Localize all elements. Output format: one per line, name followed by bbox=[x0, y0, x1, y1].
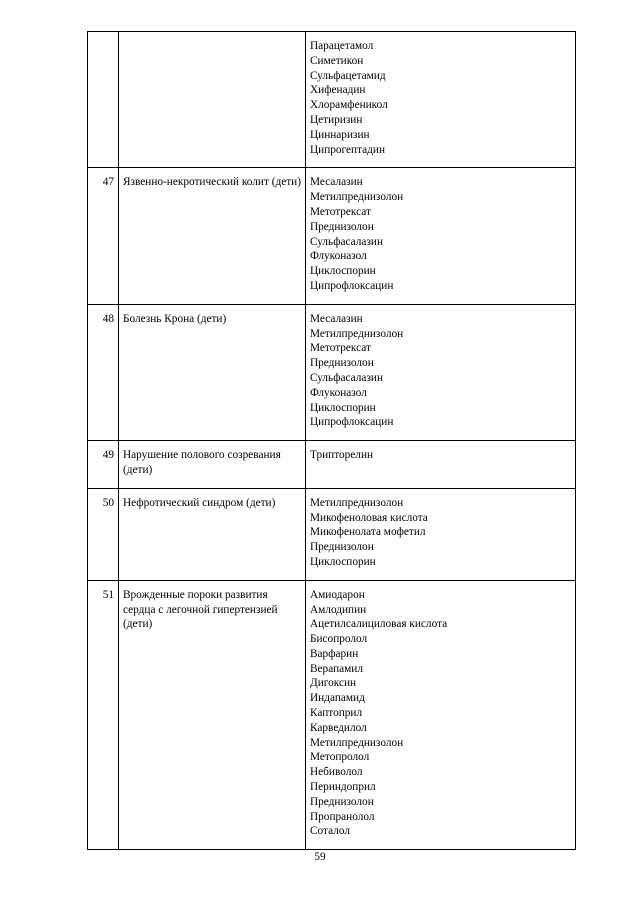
drug-name: Симетикон bbox=[310, 54, 364, 67]
drug-name: Небиволол bbox=[310, 766, 363, 779]
drugs-cell bbox=[306, 441, 576, 489]
drug-name: Месалазин bbox=[310, 176, 363, 189]
drugs-cell bbox=[306, 168, 576, 304]
drug-name: Метопролол bbox=[310, 751, 370, 764]
condition-cell: Болезнь Крона (дети) bbox=[119, 304, 306, 440]
drugs-cell bbox=[306, 32, 576, 168]
condition-cell: Язвенно-некротический колит (дети) bbox=[119, 168, 306, 304]
drug-list-table bbox=[87, 31, 576, 850]
drug-name: Цетиризин bbox=[310, 113, 363, 126]
drug-name: Метилпреднизолон bbox=[310, 191, 404, 204]
drug-name: Метилпреднизолон bbox=[310, 736, 404, 749]
page-number: 59 bbox=[314, 851, 326, 863]
row-number: 51 bbox=[88, 580, 119, 850]
drug-name: Трипторелин bbox=[310, 449, 374, 462]
drug-name: Ципрофлоксацин bbox=[310, 279, 394, 292]
drug-name: Амлодипин bbox=[310, 603, 367, 616]
table-row bbox=[88, 168, 576, 304]
drug-name: Метотрексат bbox=[310, 205, 371, 218]
condition-cell: Нарушение полового созревания (дети) bbox=[119, 441, 306, 489]
drug-name: Индапамид bbox=[310, 692, 365, 705]
drug-name: Бисопролол bbox=[310, 633, 368, 646]
drug-name: Верапамил bbox=[310, 662, 363, 675]
drug-name: Сульфацетамид bbox=[310, 69, 386, 82]
drug-name: Циннаризин bbox=[310, 128, 370, 141]
row-number bbox=[88, 32, 119, 168]
table-body bbox=[88, 32, 576, 850]
drug-name: Ацетилсалициловая кислота bbox=[310, 618, 448, 631]
drug-name: Периндоприл bbox=[310, 781, 376, 794]
drug-name: Сульфасалазин bbox=[310, 235, 383, 248]
table-row bbox=[88, 488, 576, 580]
drug-name: Преднизолон bbox=[310, 357, 374, 370]
drug-name: Микофенолата мофетил bbox=[310, 526, 426, 539]
drug-name: Флуконазол bbox=[310, 250, 367, 263]
drug-name: Преднизолон bbox=[310, 220, 374, 233]
drug-name: Каптоприл bbox=[310, 707, 363, 720]
drug-name: Месалазин bbox=[310, 312, 363, 325]
condition-cell: Врожденные пороки развития сердца с легочной гипертензией (дети) bbox=[119, 580, 306, 850]
row-number: 47 bbox=[88, 168, 119, 304]
drug-name: Преднизолон bbox=[310, 795, 374, 808]
drug-name: Дигоксин bbox=[310, 677, 357, 690]
drug-name: Циклоспорин bbox=[310, 265, 376, 278]
drug-name: Хлорамфеникол bbox=[310, 99, 388, 112]
drug-name: Флуконазол bbox=[310, 386, 367, 399]
drugs-cell bbox=[306, 304, 576, 440]
drugs-cell bbox=[306, 580, 576, 850]
drug-name: Хифенадин bbox=[310, 84, 366, 97]
row-number: 49 bbox=[88, 441, 119, 489]
drug-name: Преднизолон bbox=[310, 541, 374, 554]
drug-name: Циклоспорин bbox=[310, 555, 376, 568]
drug-name: Соталол bbox=[310, 825, 350, 838]
condition-cell bbox=[119, 32, 306, 168]
drug-name: Ципрогептадин bbox=[310, 143, 386, 156]
drug-name: Микофеноловая кислота bbox=[310, 511, 428, 524]
drugs-cell bbox=[306, 488, 576, 580]
condition-cell: Нефротический синдром (дети) bbox=[119, 488, 306, 580]
drug-name: Варфарин bbox=[310, 647, 359, 660]
drug-name: Пропранолол bbox=[310, 810, 375, 823]
drug-name: Циклоспорин bbox=[310, 401, 376, 414]
drug-name: Ципрофлоксацин bbox=[310, 416, 394, 429]
drug-name: Амиодарон bbox=[310, 588, 365, 601]
drug-name: Метилпреднизолон bbox=[310, 327, 404, 340]
drug-name: Парацетамол bbox=[310, 40, 374, 52]
row-number: 48 bbox=[88, 304, 119, 440]
drug-name: Метотрексат bbox=[310, 342, 371, 355]
table-row bbox=[88, 304, 576, 440]
drug-name: Карведилол bbox=[310, 721, 367, 734]
drug-name: Метилпреднизолон bbox=[310, 496, 404, 509]
table-row bbox=[88, 580, 576, 850]
table-row bbox=[88, 32, 576, 168]
row-number: 50 bbox=[88, 488, 119, 580]
table-row bbox=[88, 441, 576, 489]
drug-name: Сульфасалазин bbox=[310, 371, 383, 384]
